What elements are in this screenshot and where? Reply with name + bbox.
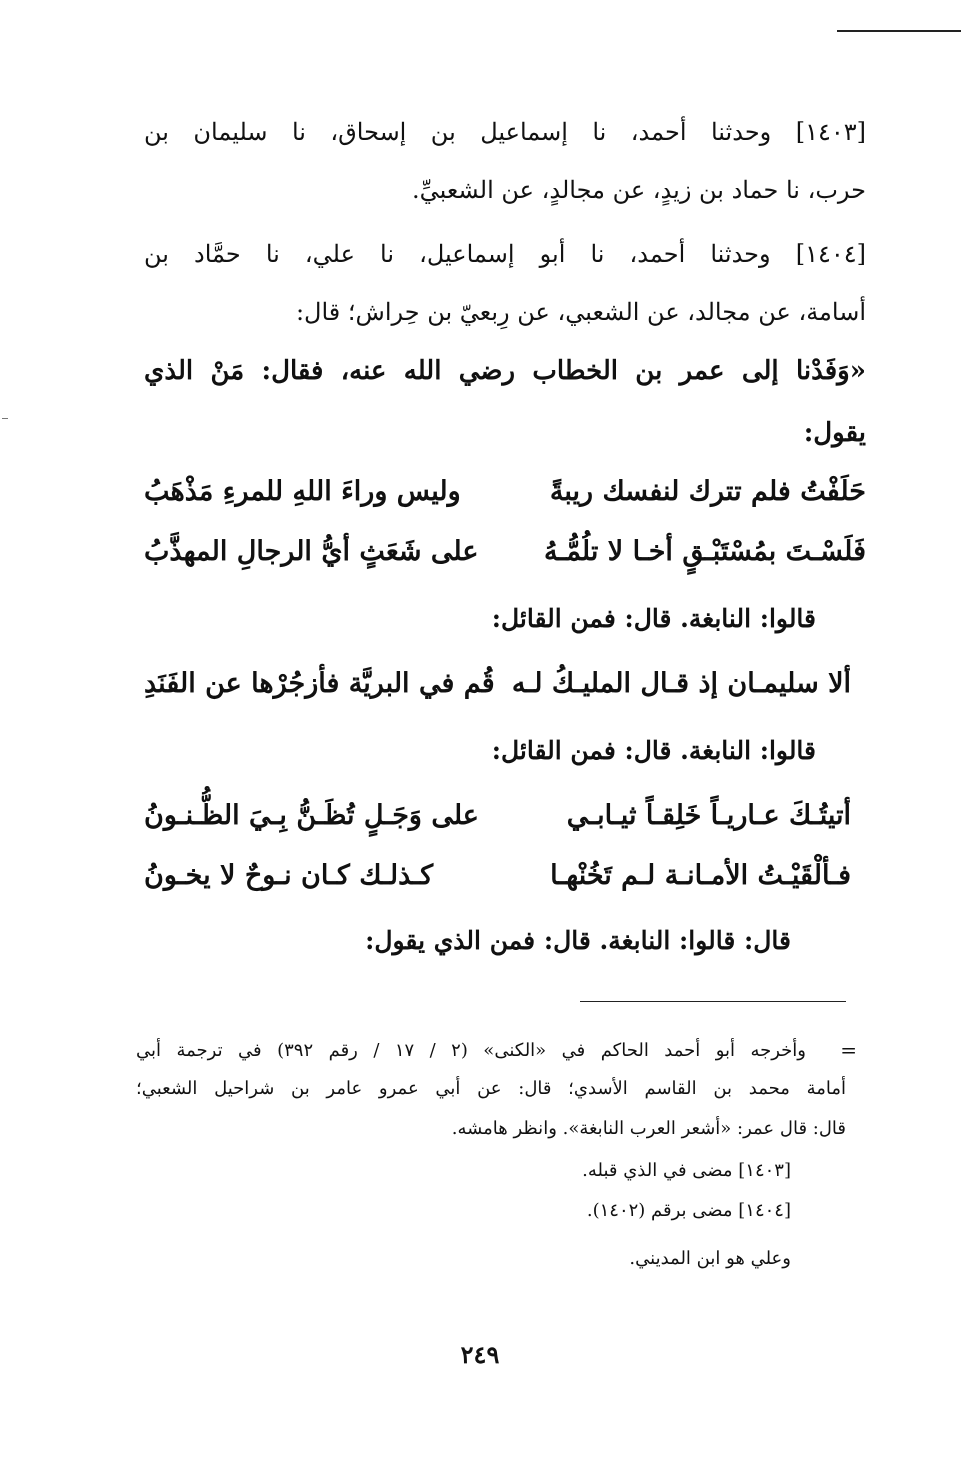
poem-1-verse-1-second-hemistich: وليس وراءَ اللهِ للمرءِ مَذْهَبُ [144,476,461,507]
footnote-1404: [١٤٠٤] مضى برقم (١٤٠٢). [586,1200,791,1221]
response-1: قالوا: النابغة. قال: فمن القائل: [491,604,816,633]
entry-1404-line-1: [١٤٠٤] وحدثنا أحمد، نا أبو إسماعيل، نا علي، نا حمَّاد بن [144,240,866,268]
poem-3-verse-2-first-hemistich: فـألْقَيْـتُ الأمـانـة لـم تَخُنْهـا [550,860,851,891]
poem-3-verse-1-second-hemistich: على وَجَـلٍ تُظَـنُّ بِـيَ الظُّـنـونُ [144,800,479,831]
poem-2-verse-1-first-hemistich: ألا سليمـان إذ قـال المليـكُ لـه [511,668,851,699]
poem-3-verse-1-first-hemistich: أتيتُـكَ عـاريـاً خَلِقـاً ثيـابـي [566,800,851,831]
narration-line-1: «وَفَدْنا إلى عمر بن الخطاب رضي الله عنه، فقال: مَنْ الذي [144,356,866,386]
poem-1-verse-2-second-hemistich: على شَعَثٍ أيُّ الرجالِ المهذَّبُ [144,536,479,567]
page-number: ٢٤٩ [460,1340,500,1369]
response-2: قالوا: النابغة. قال: فمن القائل: [491,736,816,765]
footnote-line-3: قال: قال عمر: «أشعر العرب النابغة». وانظر هامشه. [451,1118,846,1139]
footnote-line-2: أمامة محمد بن القاسم الأسدي؛ قال: عن أبي عمرو عامر بن شراحيل الشعبي؛ [136,1078,846,1099]
entry-1403-line-2: حرب، نا حماد بن زيدٍ، عن مجالدٍ، عن الشعبيِّ. [411,176,866,204]
response-3: قال: قالوا: النابغة. قال: فمن الذي يقول: [365,926,791,955]
footnote-ali: وعلي هو ابن المديني. [629,1248,791,1269]
poem-1-verse-1-first-hemistich: حَلَفْتُ فلم تترك لنفسك ريبةً [549,476,866,507]
entry-1403-line-1: [١٤٠٣] وحدثنا أحمد، نا إسماعيل بن إسحاق، نا سليمان بن [144,118,866,146]
margin-mark [2,418,8,419]
footnote-continuation-mark: = [840,1038,857,1062]
footnote-line-1: وأخرجه أبو أحمد الحاكم في «الكنى» (٢ / ١٧ / رقم ٣٩٢) في ترجمة أبي [136,1040,806,1061]
narration-line-2: يقول: [803,418,866,448]
poem-2-verse-1-second-hemistich: قُم في البريَّة فأزجُرْها عن الفَنَدِ [144,668,495,699]
poem-1-verse-2-first-hemistich: فَلَسْـتَ بمُسْتَبْـقٍ أخـا لا تلُمُّـهُ [543,536,866,567]
header-rule [837,30,961,32]
entry-1404-line-2: أسامة، عن مجالد، عن الشعبي، عن رِبعيّ بن حِراش؛ قال: [295,298,866,326]
poem-3-verse-2-second-hemistich: كـذلـك كـان نـوحٌ لا يخـونُ [144,860,434,891]
footnote-1403: [١٤٠٣] مضى في الذي قبله. [582,1160,791,1181]
footnote-rule [580,1001,846,1002]
